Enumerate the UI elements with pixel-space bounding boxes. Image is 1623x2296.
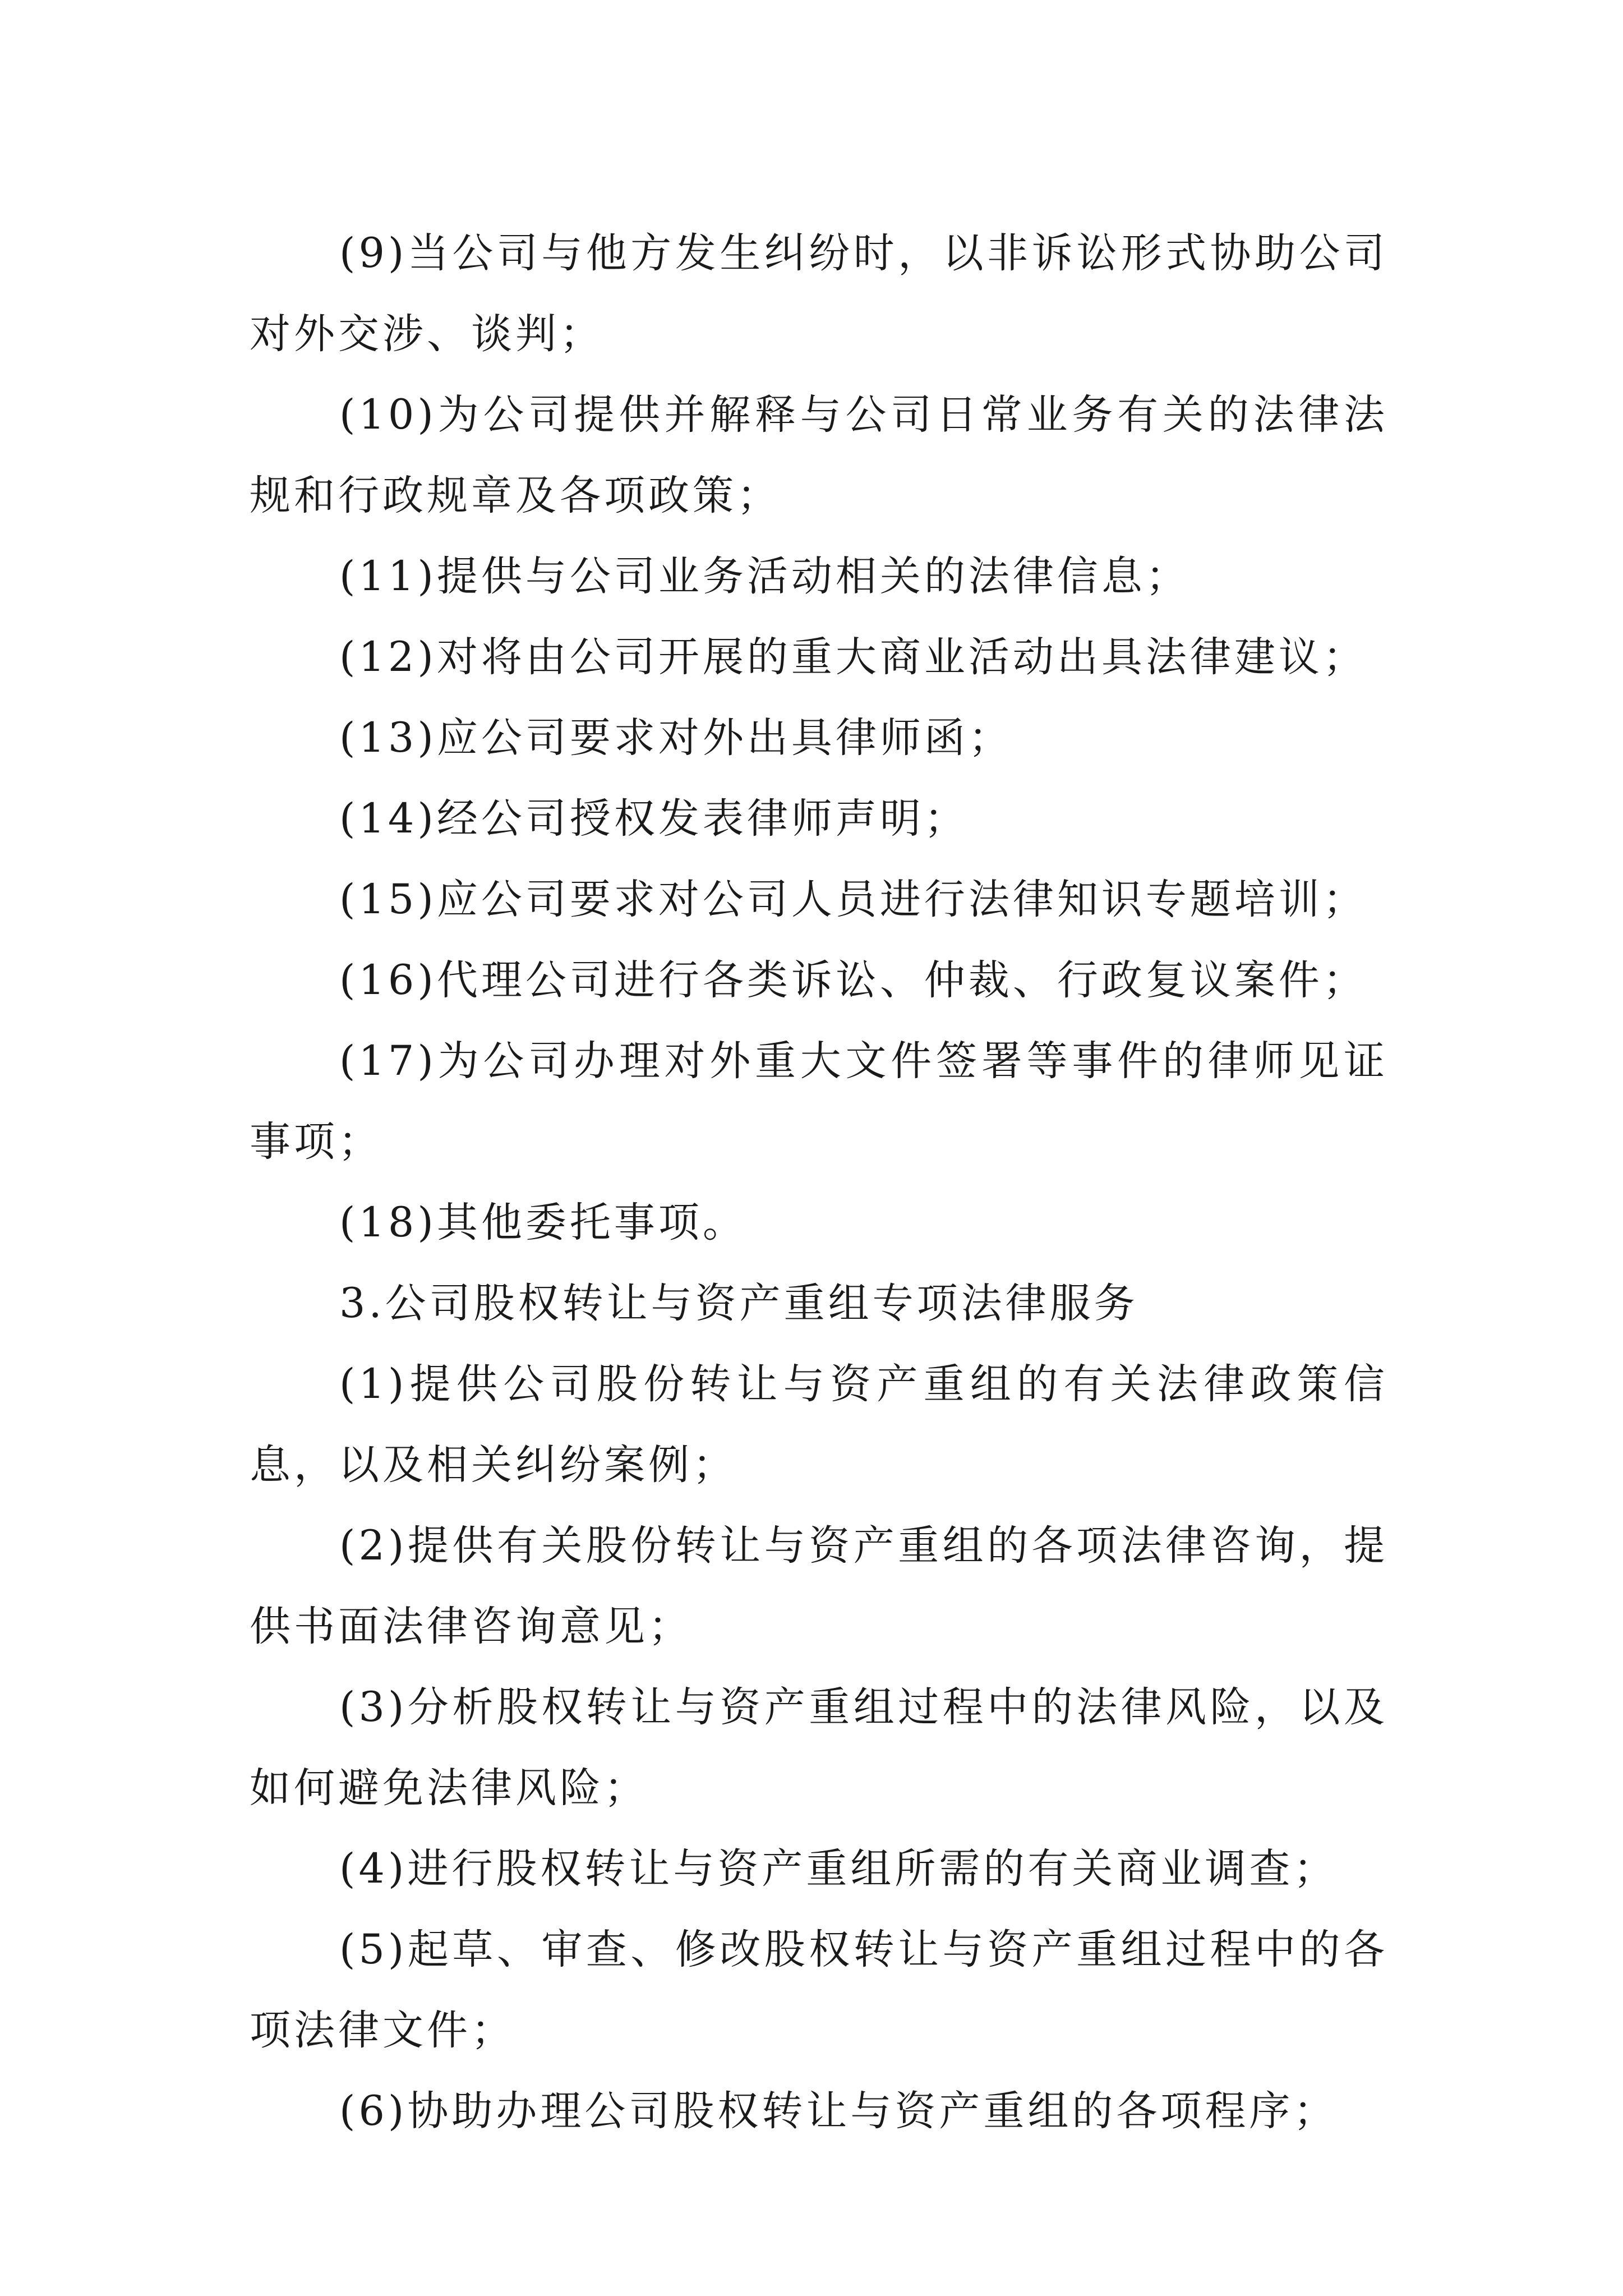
paragraph-item-10: (10)为公司提供并解释与公司日常业务有关的法律法规和行政规章及各项政策； (250, 391, 1388, 519)
paragraph-item-13: (13)应公司要求对外出具律师函； (339, 714, 1013, 762)
paragraph-subitem-5: (5)起草、审查、修改股权转让与资产重组过程中的各项法律文件； (250, 1926, 1388, 2054)
paragraph-item-18: (18)其他委托事项。 (339, 1199, 747, 1246)
paragraph-item-9: (9)当公司与他方发生纠纷时，以非诉讼形式协助公司对外交涉、谈判； (250, 229, 1388, 358)
paragraph-item-16: (16)代理公司进行各类诉讼、仲裁、行政复议案件； (339, 956, 1367, 1004)
paragraph-item-12: (12)对将由公司开展的重大商业活动出具法律建议； (339, 633, 1367, 681)
paragraph-item-14: (14)经公司授权发表律师声明； (339, 795, 969, 843)
paragraph-subitem-3: (3)分析股权转让与资产重组过程中的法律风险，以及如何避免法律风险； (250, 1683, 1388, 1812)
section-heading-3: 3.公司股权转让与资产重组专项法律服务 (339, 1280, 1138, 1327)
paragraph-subitem-6: (6)协助办理公司股权转让与资产重组的各项程序； (339, 2087, 1338, 2135)
paragraph-subitem-2: (2)提供有关股份转让与资产重组的各项法律咨询，提供书面法律咨询意见； (250, 1522, 1388, 1650)
paragraph-item-11: (11)提供与公司业务活动相关的法律信息； (339, 553, 1190, 600)
paragraph-subitem-1: (1)提供公司股份转让与资产重组的有关法律政策信息，以及相关纠纷案例； (250, 1360, 1388, 1489)
paragraph-item-15: (15)应公司要求对公司人员进行法律知识专题培训； (339, 876, 1367, 923)
paragraph-item-17: (17)为公司办理对外重大文件签署等事件的律师见证事项； (250, 1037, 1388, 1166)
paragraph-subitem-4: (4)进行股权转让与资产重组所需的有关商业调查； (339, 1845, 1338, 1893)
document-body (250, 213, 1388, 2152)
